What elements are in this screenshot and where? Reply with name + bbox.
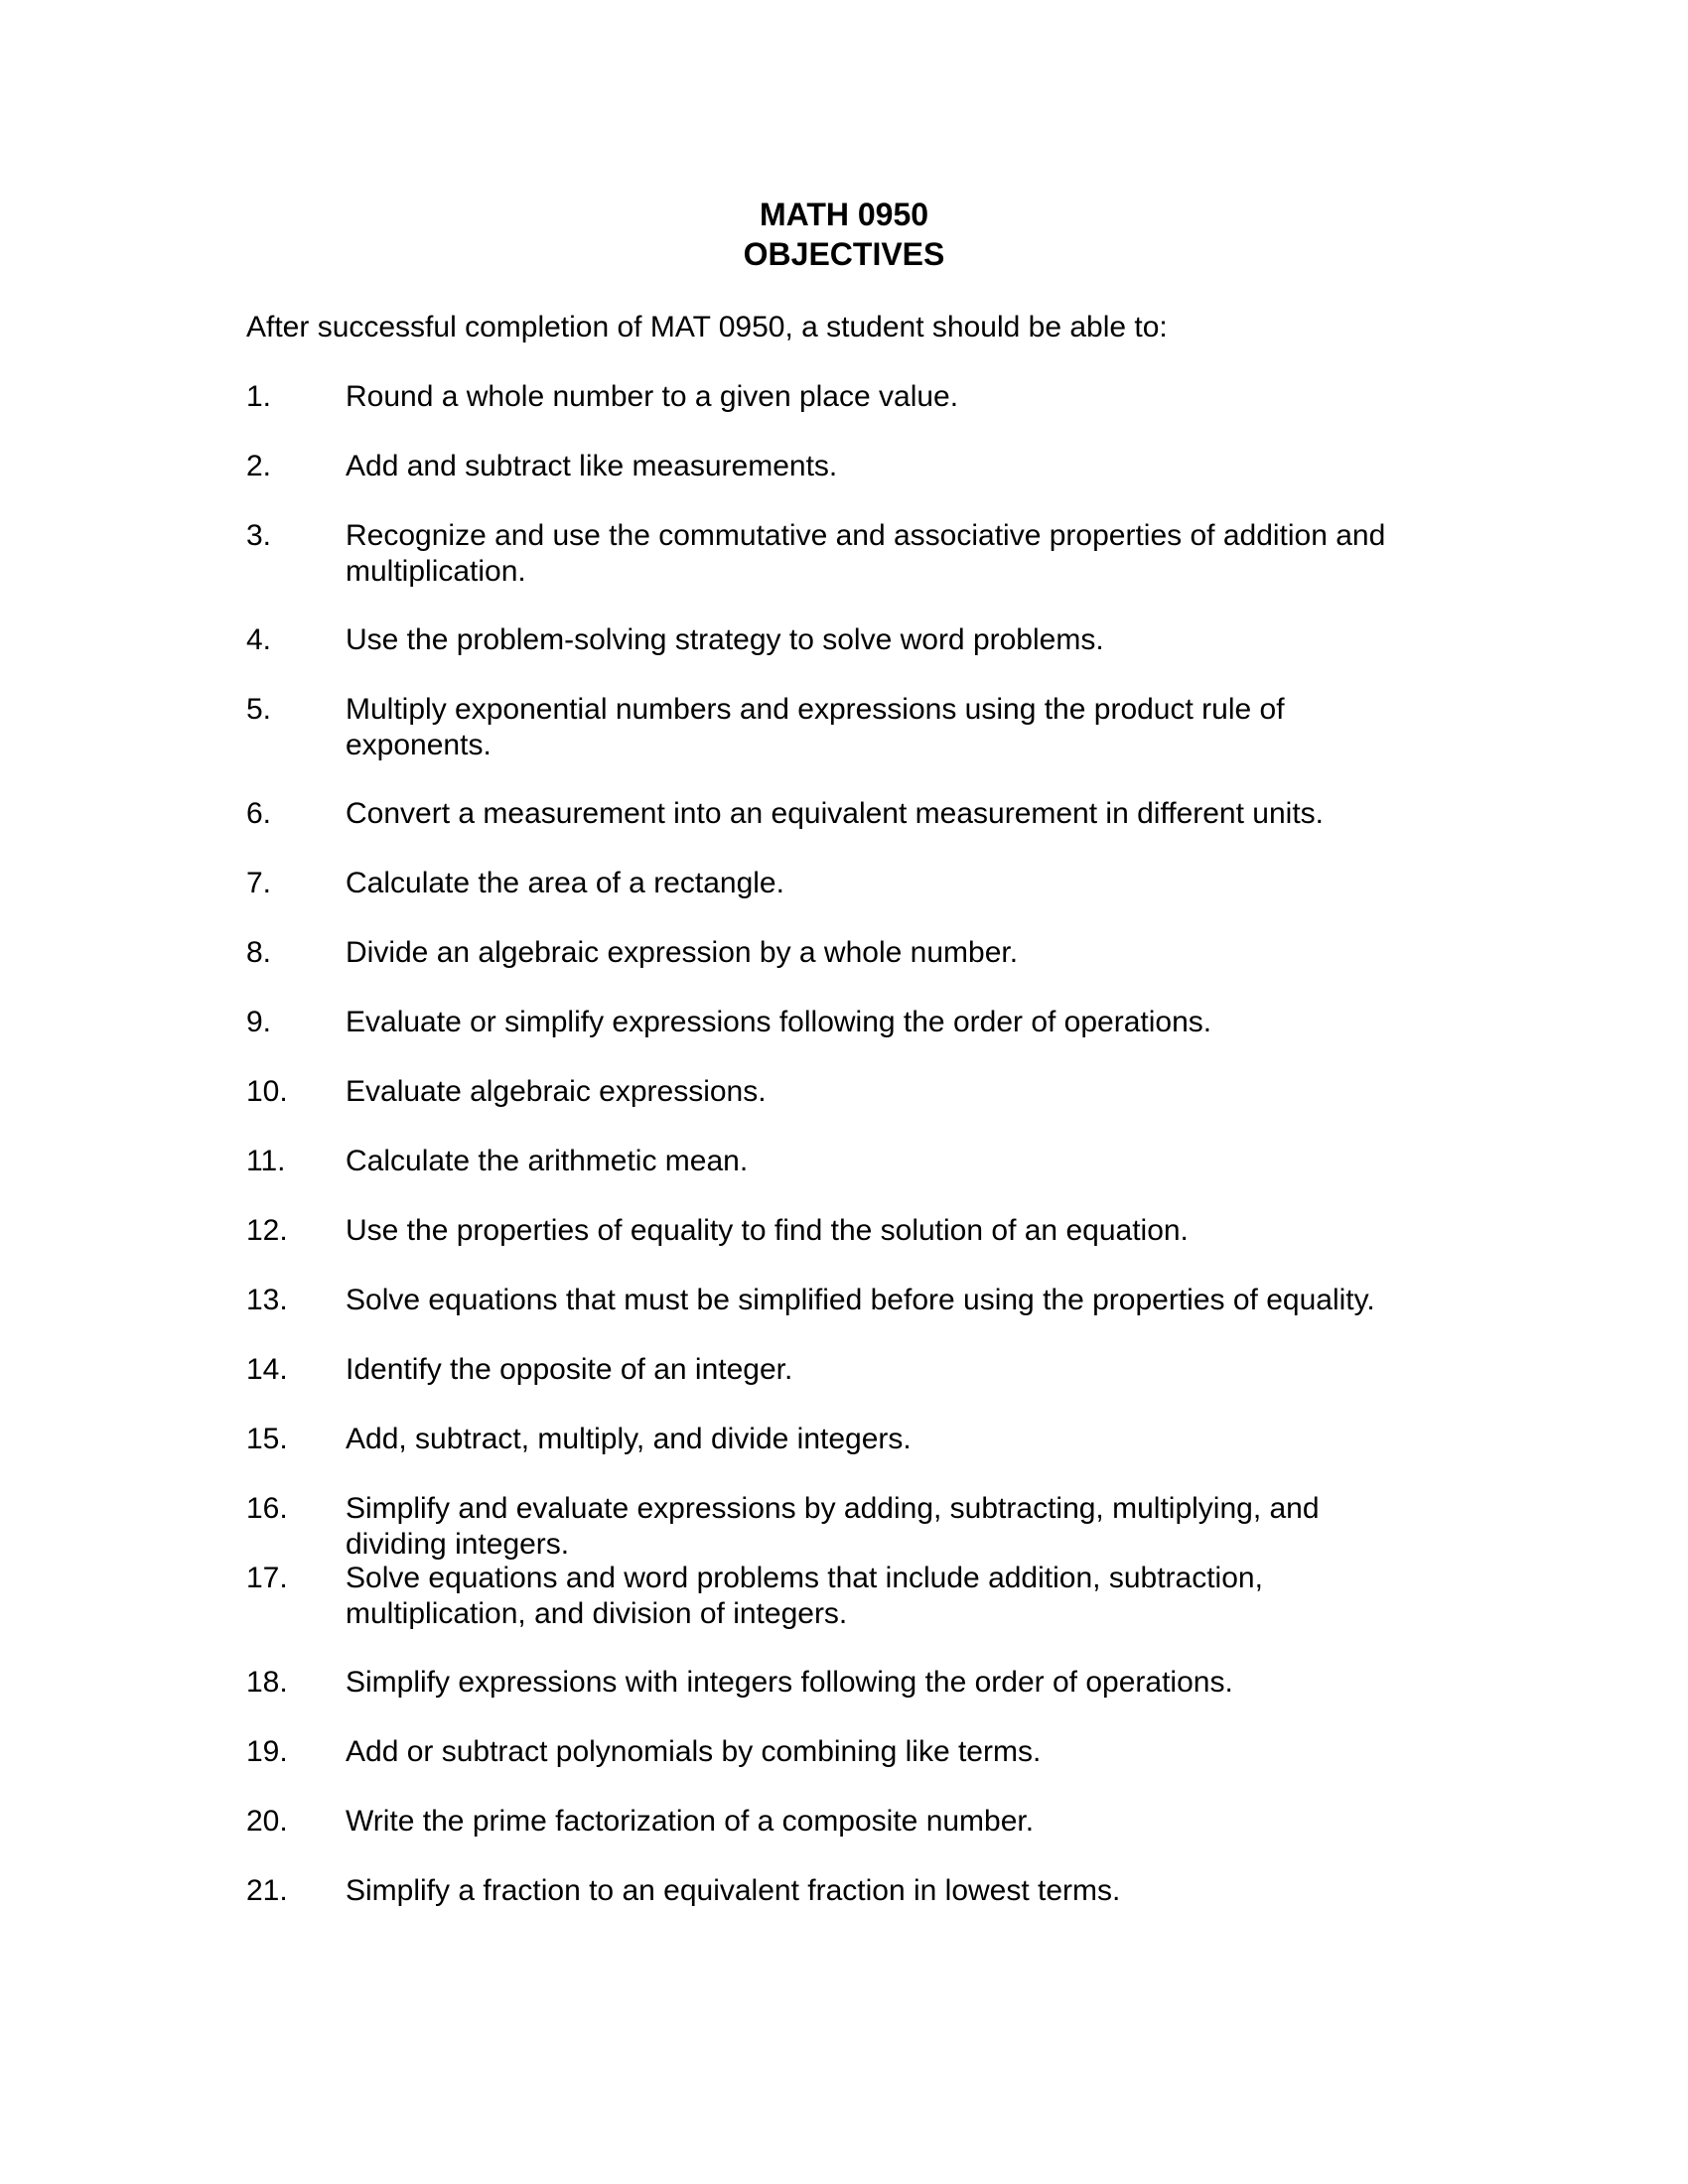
objective-number: 10. <box>246 1075 288 1108</box>
objective-text: Add and subtract like measurements. <box>346 450 838 482</box>
objective-text: Convert a measurement into an equivalent measurement in different units. <box>346 797 1324 830</box>
objective-number: 2. <box>246 450 272 482</box>
objective-text: Divide an algebraic expression by a whole number. <box>346 936 1019 969</box>
objective-text: Solve equations and word problems that include addition, subtraction, multiplication, and division of integers. <box>346 1562 1263 1630</box>
objective-number: 11. <box>246 1145 286 1177</box>
title-course: MATH 0950 <box>759 197 929 232</box>
objective-number: 4. <box>246 623 272 656</box>
page-title <box>0 195 1688 274</box>
objective-number: 20. <box>246 1805 288 1838</box>
objective-number: 12. <box>246 1214 288 1247</box>
objective-text: Solve equations that must be simplified before using the properties of equality. <box>346 1284 1375 1316</box>
objective-number: 14. <box>246 1353 288 1386</box>
objective-text: Recognize and use the commutative and associative properties of addition and multiplication. <box>346 519 1386 588</box>
objective-text: Simplify expressions with integers following the order of operations. <box>346 1666 1233 1699</box>
objective-text: Calculate the arithmetic mean. <box>346 1145 749 1177</box>
objective-text: Multiply exponential numbers and expressions using the product rule of exponents. <box>346 693 1285 761</box>
objective-number: 8. <box>246 936 272 969</box>
objective-number: 21. <box>246 1874 288 1907</box>
objective-text: Evaluate algebraic expressions. <box>346 1075 767 1108</box>
objective-text: Add, subtract, multiply, and divide integers. <box>346 1423 912 1455</box>
objective-number: 6. <box>246 797 272 830</box>
objective-text: Identify the opposite of an integer. <box>346 1353 793 1386</box>
objective-text: Add or subtract polynomials by combining like terms. <box>346 1735 1042 1768</box>
objective-number: 1. <box>246 380 272 413</box>
objective-number: 5. <box>246 693 272 726</box>
objective-number: 18. <box>246 1666 288 1699</box>
objective-text: Use the properties of equality to find the solution of an equation. <box>346 1214 1189 1247</box>
objective-number: 7. <box>246 867 272 899</box>
objective-text: Use the problem-solving strategy to solve word problems. <box>346 623 1104 656</box>
objective-number: 15. <box>246 1423 288 1455</box>
intro-text: After successful completion of MAT 0950, a student should be able to: <box>246 311 1168 343</box>
objective-number: 13. <box>246 1284 288 1316</box>
objective-number: 16. <box>246 1492 288 1525</box>
objective-text: Simplify a fraction to an equivalent fraction in lowest terms. <box>346 1874 1121 1907</box>
objective-text: Evaluate or simplify expressions following the order of operations. <box>346 1006 1212 1038</box>
objective-number: 9. <box>246 1006 272 1038</box>
objective-number: 3. <box>246 519 272 552</box>
objective-text: Calculate the area of a rectangle. <box>346 867 784 899</box>
objective-text: Simplify and evaluate expressions by adding, subtracting, multiplying, and dividing integers. <box>346 1492 1320 1561</box>
title-objectives: OBJECTIVES <box>743 236 945 272</box>
objective-text: Write the prime factorization of a composite number. <box>346 1805 1035 1838</box>
objective-number: 17. <box>246 1562 288 1594</box>
objective-number: 19. <box>246 1735 288 1768</box>
objective-text: Round a whole number to a given place value. <box>346 380 959 413</box>
